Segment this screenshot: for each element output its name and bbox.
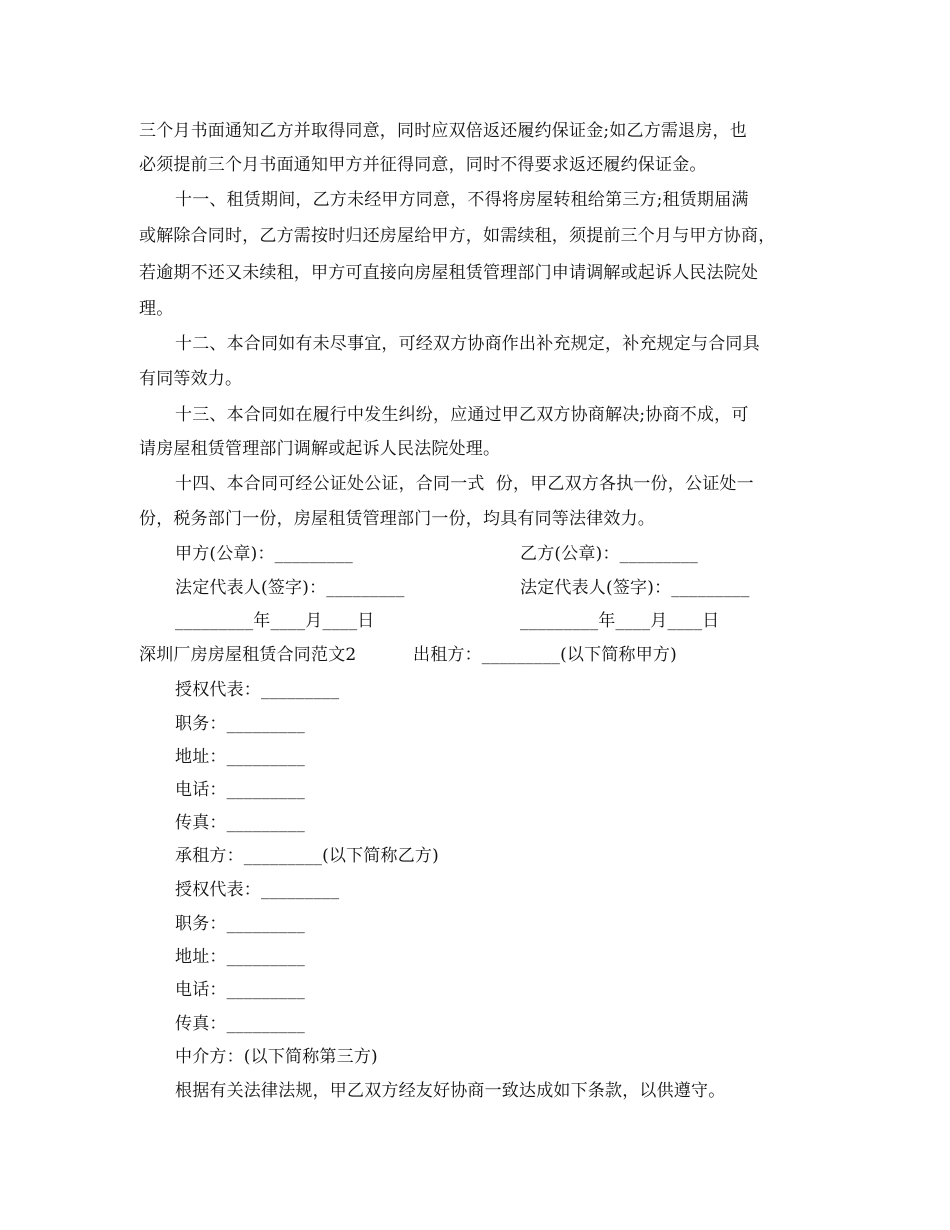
paragraph-line: 必须提前三个月书面通知甲方并征得同意，同时不得要求返还履约保证金。 [139,155,707,175]
paragraph-line: 十四、本合同可经公证处公证，合同一式 份，甲乙双方各执一份，公证处一 [175,474,754,494]
lessee-field: 职务：_________ [175,914,305,934]
lessor-field: 地址：_________ [175,747,305,767]
paragraph-line: 或解除合同时，乙方需按时归还房屋给甲方，如需续租，须提前三个月与甲方协商， [139,226,776,246]
agent-line: 中介方：(以下简称第三方) [175,1047,378,1067]
party-b-seal: 乙方(公章)：_________ [520,544,698,564]
paragraph-line: 三个月书面通知乙方并取得同意，同时应双倍返还履约保证金;如乙方需退房，也 [139,121,747,141]
lessor-field: 授权代表：_________ [175,680,340,700]
lessee-line: 承租方：_________(以下简称乙方) [175,846,439,866]
party-b-date: _________年____月____日 [520,611,720,631]
lessor-field: 传真：_________ [175,813,305,833]
paragraph-line: 十二、本合同如有未尽事宜，可经双方协商作出补充规定，补充规定与合同具 [175,334,760,354]
lessee-field: 授权代表：_________ [175,880,340,900]
paragraph-line: 份，税务部门一份，房屋租赁管理部门一份，均具有同等法律效力。 [139,509,655,529]
party-a-representative: 法定代表人(签字)：_________ [175,578,405,598]
party-a-seal: 甲方(公章)：_________ [175,544,353,564]
lessor-line: 出租方：_________(以下简称甲方) [413,645,677,665]
intro-line: 根据有关法律法规，甲乙双方经友好协商一致达成如下条款，以供遵守。 [175,1081,726,1101]
paragraph-line: 理。 [139,299,174,319]
paragraph-line: 请房屋租赁管理部门调解或起诉人民法院处理。 [139,439,501,459]
lessee-field: 地址：_________ [175,947,305,967]
lessee-field: 传真：_________ [175,1014,305,1034]
party-a-date: _________年____月____日 [175,611,375,631]
lessor-field: 职务：_________ [175,714,305,734]
paragraph-line: 有同等效力。 [139,369,243,389]
paragraph-line: 若逾期不还又未续租，甲方可直接向房屋租赁管理部门申请调解或起诉人民法院处 [139,263,759,283]
party-b-representative: 法定代表人(签字)：_________ [520,578,750,598]
section-title: 深圳厂房房屋租赁合同范文2 [139,645,357,665]
paragraph-line: 十一、租赁期间，乙方未经甲方同意，不得将房屋转租给第三方;租赁期届满 [175,190,749,210]
lessee-field: 电话：_________ [175,980,305,1000]
lessor-field: 电话：_________ [175,780,305,800]
paragraph-line: 十三、本合同如在履行中发生纠纷，应通过甲乙双方协商解决;协商不成，可 [175,405,749,425]
